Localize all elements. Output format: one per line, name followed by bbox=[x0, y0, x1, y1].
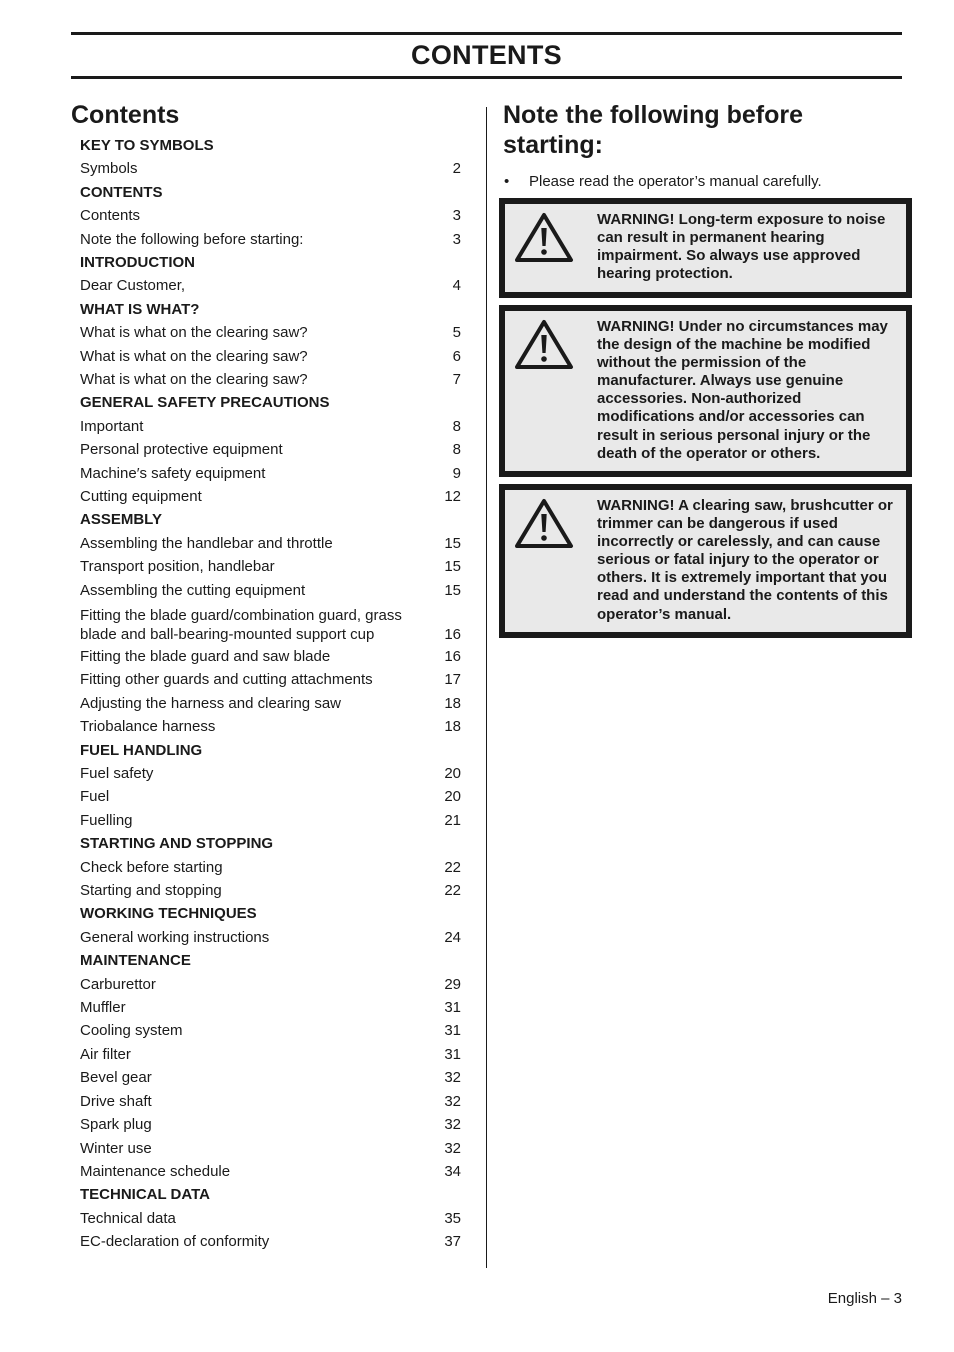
warning-box bbox=[499, 198, 912, 298]
toc-entry-page: 22 bbox=[444, 882, 461, 900]
toc-section-heading: TECHNICAL DATA bbox=[80, 1186, 210, 1204]
toc-title: Contents bbox=[71, 101, 180, 129]
toc-column bbox=[71, 100, 461, 1254]
warning-triangle-icon bbox=[505, 311, 597, 463]
toc-entry bbox=[80, 879, 461, 902]
toc-entry-page: 32 bbox=[444, 1139, 461, 1157]
toc-entry bbox=[80, 157, 461, 180]
toc-entry bbox=[80, 485, 461, 508]
toc-section-heading: FUEL HANDLING bbox=[80, 741, 203, 759]
toc-entry-page: 37 bbox=[444, 1233, 461, 1251]
toc-entry-page: 16 bbox=[444, 648, 461, 666]
warning-text: WARNING! Long-term exposure to noise can result in permanent hearing impairment. So always use approved hearing protection. bbox=[597, 211, 886, 283]
toc-entry bbox=[80, 926, 461, 949]
toc-section-heading: GENERAL SAFETY PRECAUTIONS bbox=[80, 394, 330, 412]
toc-entry-page: 32 bbox=[444, 1092, 461, 1110]
toc-entry bbox=[80, 415, 461, 438]
toc-entry bbox=[80, 1113, 461, 1136]
toc-entry bbox=[80, 762, 461, 785]
toc-entry-title: Fuel safety bbox=[80, 765, 154, 783]
warning-box bbox=[499, 484, 912, 638]
toc-entry-title: Bevel gear bbox=[80, 1069, 152, 1087]
toc-entry-page: 8 bbox=[452, 417, 461, 435]
toc-entry bbox=[80, 1137, 461, 1160]
warning-text: WARNING! A clearing saw, brushcutter or trimmer can be dangerous if used incorrectly or carelessly, and can cause serious or fatal injury to the operator or others. It is extremely important that you read and understand the contents of this operator’s manual. bbox=[597, 497, 893, 623]
column-divider bbox=[486, 107, 487, 1268]
toc-entry-page: 24 bbox=[444, 928, 461, 946]
toc-entry-title: Fitting other guards and cutting attachments bbox=[80, 671, 373, 689]
toc-entry-page: 32 bbox=[444, 1069, 461, 1087]
toc-entry-page: 29 bbox=[444, 975, 461, 993]
toc-entry-title: Air filter bbox=[80, 1045, 131, 1063]
toc-entry bbox=[80, 1207, 461, 1230]
toc-entry bbox=[80, 228, 461, 251]
toc-entry-title: Fuelling bbox=[80, 811, 133, 829]
toc-entry bbox=[80, 996, 461, 1019]
toc-entry bbox=[80, 1043, 461, 1066]
warning-box bbox=[499, 305, 912, 477]
toc-entry bbox=[80, 368, 461, 391]
toc-entry-title: Adjusting the harness and clearing saw bbox=[80, 694, 341, 712]
toc-entry bbox=[80, 973, 461, 996]
toc-entry bbox=[80, 645, 461, 668]
toc-entry bbox=[80, 1230, 461, 1253]
toc-entry-page: 9 bbox=[452, 464, 461, 482]
toc-entry-page: 6 bbox=[452, 347, 461, 365]
toc-entry-title: Drive shaft bbox=[80, 1092, 152, 1110]
toc-entry-title: Winter use bbox=[80, 1139, 152, 1157]
toc-entry-page: 21 bbox=[444, 811, 461, 829]
toc-entry bbox=[80, 462, 461, 485]
toc-entry-page: 15 bbox=[444, 534, 461, 552]
toc-entry-title: Assembling the handlebar and throttle bbox=[80, 534, 333, 552]
toc-section-heading: WHAT IS WHAT? bbox=[80, 300, 200, 318]
toc-entry bbox=[80, 856, 461, 879]
toc-section-heading: ASSEMBLY bbox=[80, 511, 162, 529]
toc-entry-title: What is what on the clearing saw? bbox=[80, 347, 308, 365]
toc-entry bbox=[80, 438, 461, 461]
toc-entry-title: Transport position, handlebar bbox=[80, 558, 275, 576]
toc-entry bbox=[80, 274, 461, 297]
toc-entry-title: Technical data bbox=[80, 1209, 176, 1227]
toc-entry bbox=[80, 1019, 461, 1042]
toc-entry-page: 3 bbox=[452, 230, 461, 248]
toc-entry bbox=[80, 579, 461, 602]
page-header-title: CONTENTS bbox=[411, 40, 562, 70]
toc-entry-page: 35 bbox=[444, 1209, 461, 1227]
toc-entry-title: Assembling the cutting equipment bbox=[80, 581, 306, 599]
toc-section-heading: INTRODUCTION bbox=[80, 254, 195, 271]
toc-list bbox=[80, 134, 461, 1254]
toc-entry-title: What is what on the clearing saw? bbox=[80, 324, 308, 342]
toc-entry bbox=[80, 204, 461, 227]
toc-entry-page: 20 bbox=[444, 788, 461, 806]
toc-entry bbox=[80, 321, 461, 344]
toc-entry-page: 15 bbox=[444, 581, 461, 599]
toc-entry bbox=[80, 1066, 461, 1089]
toc-entry-page: 12 bbox=[444, 488, 461, 506]
toc-entry-title: General working instructions bbox=[80, 928, 270, 946]
toc-entry-page: 34 bbox=[444, 1162, 461, 1180]
toc-entry-page: 17 bbox=[444, 671, 461, 689]
toc-entry-title: Maintenance schedule bbox=[80, 1162, 231, 1180]
toc-section-heading: MAINTENANCE bbox=[80, 952, 191, 970]
page-header bbox=[71, 32, 902, 79]
toc-entry bbox=[80, 692, 461, 715]
toc-entry bbox=[80, 1160, 461, 1183]
page-footer: English – 3 bbox=[827, 1290, 902, 1307]
toc-entry-page: 22 bbox=[444, 858, 461, 876]
toc-entry bbox=[80, 345, 461, 368]
toc-entry bbox=[80, 715, 461, 738]
toc-entry-page: 18 bbox=[444, 718, 461, 736]
toc-entry-title: What is what on the clearing saw? bbox=[80, 371, 308, 388]
toc-section-heading: WORKING TECHNIQUES bbox=[80, 905, 257, 923]
toc-entry-page: 4 bbox=[452, 277, 461, 295]
toc-entry-title: Dear Customer, bbox=[80, 277, 186, 295]
toc-entry bbox=[80, 1090, 461, 1113]
toc-section-heading: CONTENTS bbox=[80, 183, 163, 201]
toc-entry-page: 2 bbox=[452, 160, 461, 178]
toc-entry bbox=[80, 602, 461, 645]
toc-entry bbox=[80, 555, 461, 578]
toc-entry-page: 5 bbox=[452, 324, 461, 342]
toc-entry-title: Carburettor bbox=[80, 975, 156, 993]
toc-entry bbox=[80, 785, 461, 808]
toc-entry-page: 18 bbox=[444, 694, 461, 712]
toc-entry-page: 31 bbox=[444, 999, 461, 1017]
toc-entry-title: Personal protective equipment bbox=[80, 441, 283, 459]
toc-entry bbox=[80, 668, 461, 691]
toc-entry-title: EC-declaration of conformity bbox=[80, 1233, 270, 1251]
note-bullet bbox=[503, 172, 913, 192]
toc-entry-title: Triobalance harness bbox=[80, 718, 216, 736]
note-title: Note the following before starting: bbox=[503, 101, 803, 159]
toc-entry bbox=[80, 532, 461, 555]
toc-entry-page: 8 bbox=[452, 441, 461, 459]
toc-section-heading: KEY TO SYMBOLS bbox=[80, 137, 214, 154]
toc-entry-page: 31 bbox=[444, 1045, 461, 1063]
note-bullet-text: Please read the operator’s manual carefully. bbox=[529, 173, 822, 190]
toc-entry-page: 7 bbox=[452, 371, 461, 388]
toc-entry-title: Fitting the blade guard and saw blade bbox=[80, 648, 331, 666]
bullet-icon: • bbox=[504, 173, 510, 190]
warning-triangle-icon bbox=[505, 490, 597, 624]
warning-text: WARNING! Under no circumstances may the design of the machine be modified without the permission of the manufacturer. Always use genuine accessories. Non-authorized modifications and/or accessories can result in serious personal injury or the death of the operator or others. bbox=[597, 318, 888, 462]
warning-triangle-icon bbox=[505, 204, 597, 283]
toc-entry-title: Note the following before starting: bbox=[80, 230, 304, 248]
toc-entry-title: Important bbox=[80, 417, 144, 435]
toc-entry-title: Contents bbox=[80, 207, 141, 225]
toc-entry-title: Muffler bbox=[80, 999, 126, 1017]
toc-entry-title: Fitting the blade guard/combination guard, grass blade and ball-bearing-mounted support cup bbox=[80, 607, 402, 644]
toc-entry-title: Starting and stopping bbox=[80, 882, 222, 900]
toc-entry-page: 15 bbox=[444, 558, 461, 576]
toc-entry-title: Cooling system bbox=[80, 1022, 183, 1040]
toc-entry-title: Symbols bbox=[80, 160, 138, 178]
toc-entry-title: Machine′s safety equipment bbox=[80, 464, 266, 482]
toc-entry-page: 20 bbox=[444, 765, 461, 783]
toc-section-heading: STARTING AND STOPPING bbox=[80, 835, 274, 853]
note-column bbox=[503, 100, 913, 192]
toc-entry-page: 16 bbox=[444, 626, 461, 644]
toc-entry-title: Check before starting bbox=[80, 858, 223, 876]
toc-entry-title: Spark plug bbox=[80, 1116, 152, 1134]
toc-entry-page: 3 bbox=[452, 207, 461, 225]
toc-entry-title: Fuel bbox=[80, 788, 110, 806]
toc-entry bbox=[80, 809, 461, 832]
toc-entry-page: 31 bbox=[444, 1022, 461, 1040]
toc-entry-page: 32 bbox=[444, 1116, 461, 1134]
toc-entry-title: Cutting equipment bbox=[80, 488, 202, 506]
